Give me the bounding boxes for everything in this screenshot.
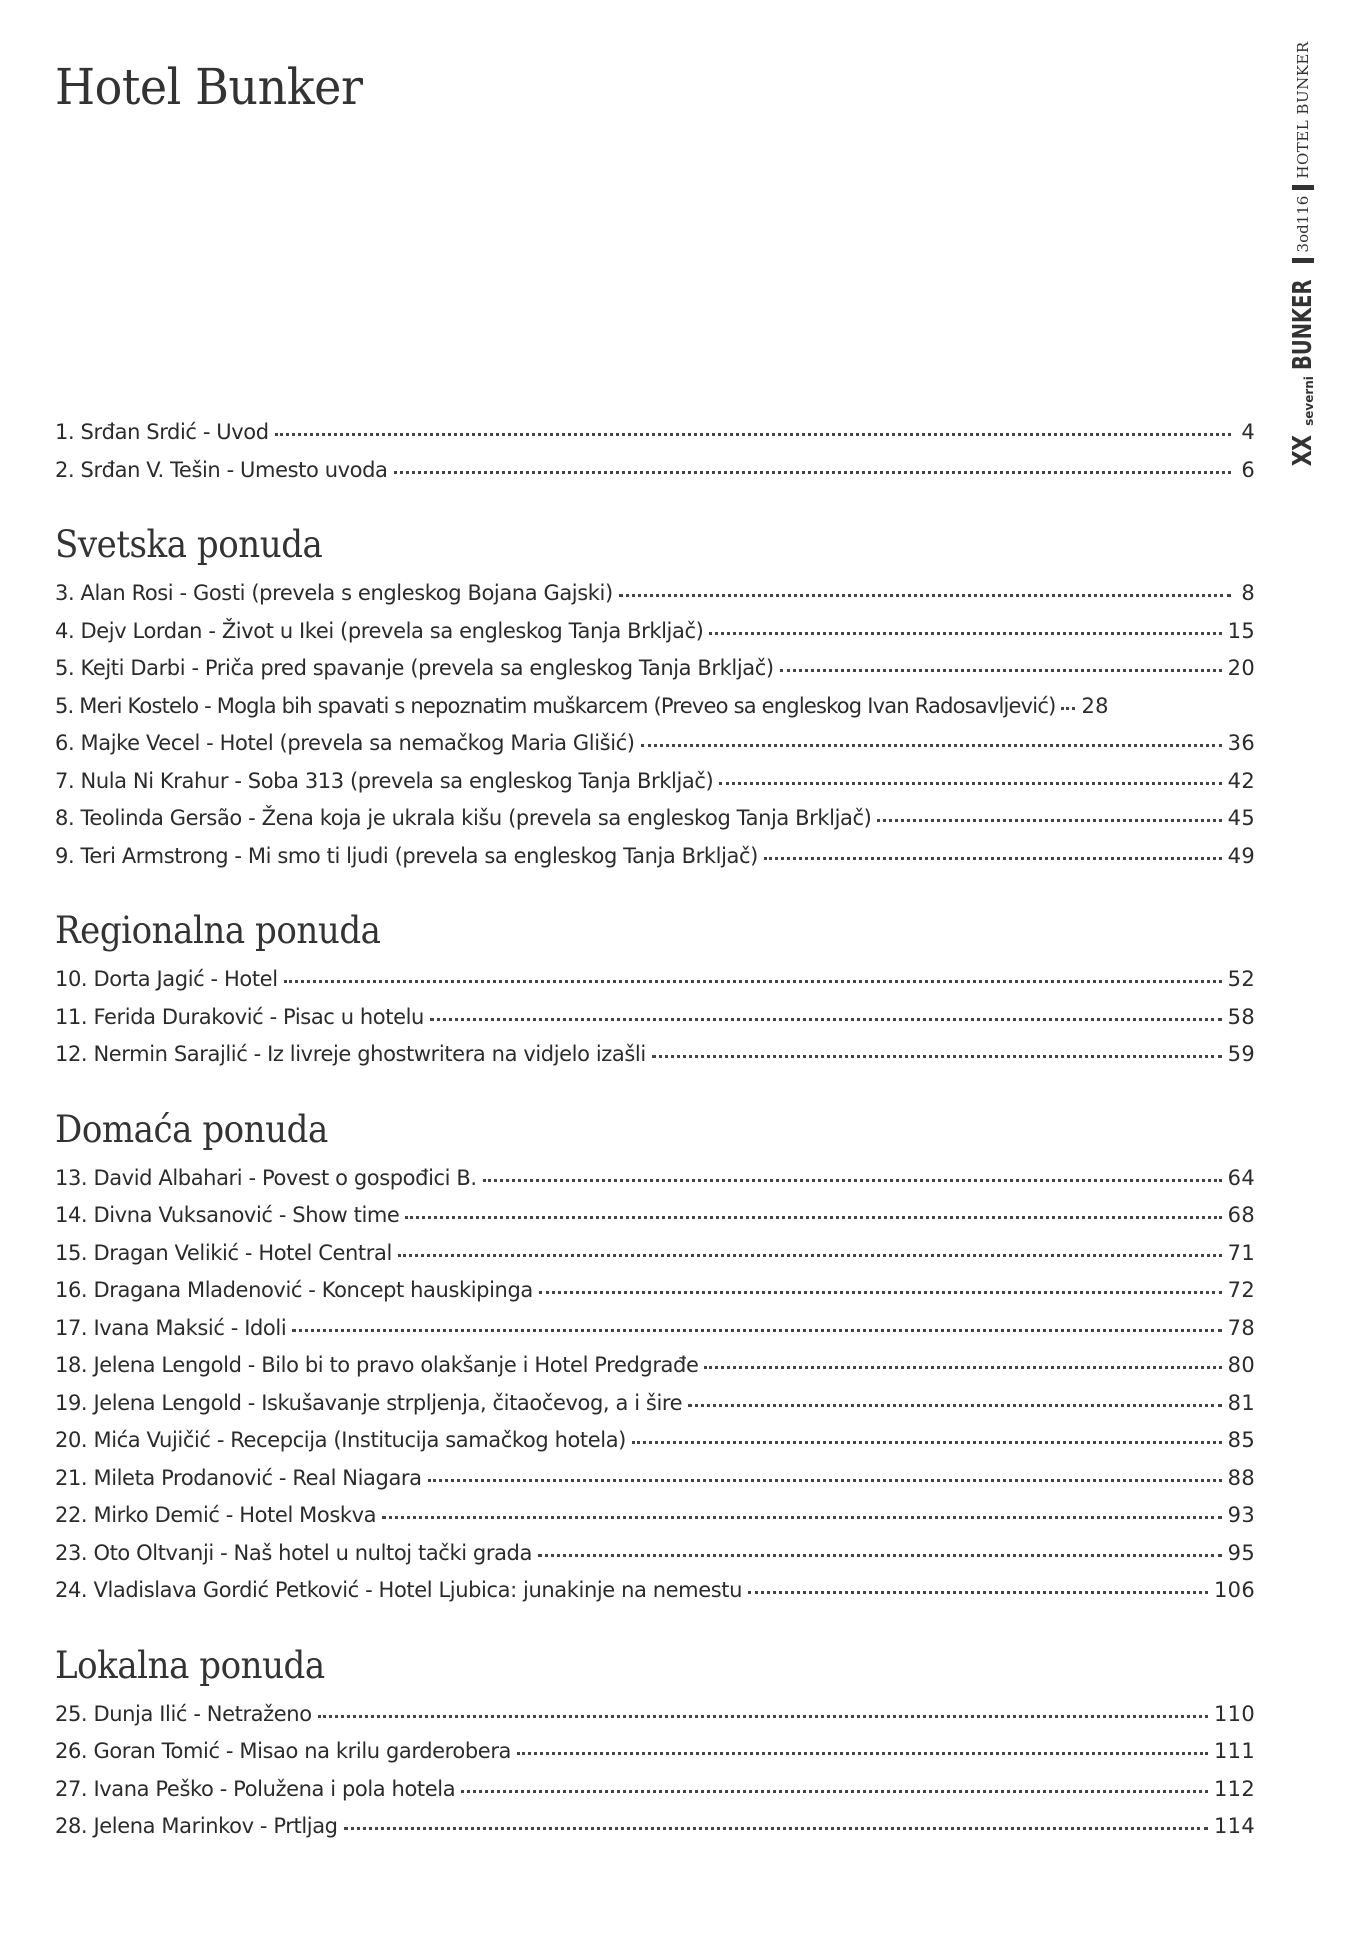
- running-header-vertical: [1288, 41, 1318, 470]
- toc-entry[interactable]: [55, 458, 1255, 496]
- toc-entry-text: 25. Dunja Ilić - Netraženo: [55, 1701, 312, 1726]
- dot-leader: [483, 1178, 1222, 1182]
- dot-leader: [709, 631, 1221, 635]
- toc-page-number: 45: [1227, 806, 1255, 830]
- toc-page-number: 68: [1227, 1203, 1255, 1227]
- toc-entry[interactable]: [55, 1203, 1255, 1241]
- toc-page-number: 80: [1227, 1353, 1255, 1377]
- dot-leader: [398, 1253, 1222, 1257]
- document-title: Hotel Bunker: [55, 58, 363, 116]
- toc-entry[interactable]: [55, 1541, 1255, 1579]
- toc-entry-text: 13. David Albahari - Povest o gospođici B.: [55, 1165, 477, 1190]
- toc-entry[interactable]: [55, 694, 1255, 732]
- journal-mark: XX: [1288, 435, 1318, 467]
- toc-page-number: 110: [1214, 1701, 1255, 1726]
- dot-leader: [688, 1403, 1221, 1407]
- toc-page-number: 114: [1214, 1814, 1255, 1838]
- dot-leader: [632, 1440, 1222, 1444]
- toc-page-number: 88: [1227, 1465, 1255, 1490]
- toc-entry-text: 4. Dejv Lordan - Život u Ikei (prevela sa engleskog Tanja Brkljač): [55, 618, 704, 643]
- dot-leader: [344, 1826, 1208, 1830]
- dot-leader: [539, 1290, 1222, 1294]
- toc-page-number: 6: [1241, 457, 1255, 482]
- toc-entry-text: 16. Dragana Mladenović - Koncept hauskipinga: [55, 1278, 533, 1302]
- divider-bar: [1292, 258, 1314, 263]
- toc-page-number: 64: [1227, 1165, 1255, 1190]
- dot-leader: [748, 1590, 1208, 1594]
- toc-page-number: 71: [1227, 1240, 1255, 1265]
- toc-entry[interactable]: [55, 1777, 1255, 1815]
- toc-entry-text: 14. Divna Vuksanović - Show time: [55, 1203, 400, 1227]
- toc-entry[interactable]: [55, 656, 1255, 694]
- toc-entry-text: 17. Ivana Maksić - Idoli: [55, 1315, 287, 1340]
- toc-page-number: 52: [1227, 967, 1255, 991]
- toc-page-number: 4: [1241, 420, 1255, 444]
- toc-entry-text: 8. Teolinda Gersão - Žena koja je ukrala kišu (prevela sa engleskog Tanja Brkljač): [55, 806, 872, 830]
- toc-page-number: 93: [1227, 1503, 1255, 1527]
- toc-page-number: 111: [1214, 1739, 1255, 1763]
- toc-entry-text: 5. Meri Kostelo - Mogla bih spavati s nepoznatim muškarcem (Preveo sa engleskog Ivan Radosavljević): [55, 693, 1056, 718]
- toc-entry[interactable]: [55, 1578, 1255, 1616]
- toc-entry[interactable]: [55, 1042, 1255, 1080]
- dot-leader: [1061, 706, 1075, 710]
- toc-entry-text: 24. Vladislava Gordić Petković - Hotel Ljubica: junakinje na nemestu: [55, 1578, 743, 1602]
- toc-page-number: 59: [1227, 1042, 1255, 1066]
- toc-entry[interactable]: [55, 731, 1255, 769]
- divider-bar: [1292, 185, 1314, 190]
- toc-page-number: 8: [1241, 581, 1255, 605]
- toc-entry-text: 18. Jelena Lengold - Bilo bi to pravo olakšanje i Hotel Predgrađe: [55, 1353, 699, 1377]
- toc-entry[interactable]: [55, 619, 1255, 657]
- toc-page-number: 58: [1227, 1004, 1255, 1029]
- toc-page-number: 78: [1227, 1315, 1255, 1340]
- toc-entry-text: 3. Alan Rosi - Gosti (prevela s engleskog Bojana Gajski): [55, 581, 613, 605]
- toc-entry[interactable]: [55, 769, 1255, 807]
- dot-leader: [275, 432, 1231, 436]
- toc-entry[interactable]: [55, 1316, 1255, 1354]
- toc-entry-text: 12. Nermin Sarajlić - Iz livreje ghostwritera na vidjelo izašli: [55, 1042, 646, 1066]
- dot-leader: [619, 593, 1231, 597]
- journal-name-bunker: BUNKER: [1288, 279, 1318, 371]
- dot-leader: [461, 1789, 1208, 1793]
- toc-entry-text: 27. Ivana Peško - Polužena i pola hotela: [55, 1776, 456, 1801]
- dot-leader: [764, 856, 1222, 860]
- toc-page-number: 28: [1081, 693, 1109, 718]
- toc-page-number: 85: [1227, 1428, 1255, 1452]
- dot-leader: [517, 1751, 1208, 1755]
- dot-leader: [428, 1478, 1222, 1482]
- toc-entry[interactable]: [55, 806, 1255, 844]
- section-heading-lokalna: Lokalna ponuda: [55, 1643, 325, 1687]
- toc-entry-text: 23. Oto Oltvanji - Naš hotel u nultoj tački grada: [55, 1540, 532, 1565]
- toc-entry[interactable]: [55, 1241, 1255, 1279]
- toc-entry[interactable]: [55, 1278, 1255, 1316]
- toc-entry-text: 6. Majke Vecel - Hotel (prevela sa nemačkog Maria Glišić): [55, 731, 635, 755]
- toc-entry-text: 5. Kejti Darbi - Priča pred spavanje (prevela sa engleskog Tanja Brkljač): [55, 656, 774, 680]
- toc-entry[interactable]: [55, 1428, 1255, 1466]
- dot-leader: [292, 1328, 1221, 1332]
- dot-leader: [538, 1553, 1222, 1557]
- toc-entry-text: 28. Jelena Marinkov - Prtljag: [55, 1814, 338, 1838]
- dot-leader: [382, 1515, 1222, 1519]
- toc-entry[interactable]: [55, 420, 1255, 458]
- section-heading-regionalna: Regionalna ponuda: [55, 909, 381, 952]
- dot-leader: [652, 1054, 1222, 1058]
- toc-entry[interactable]: [55, 1391, 1255, 1429]
- toc-entry-text: 2. Srđan V. Tešin - Umesto uvoda: [55, 457, 388, 482]
- toc-entry-text: 11. Ferida Duraković - Pisac u hotelu: [55, 1004, 424, 1029]
- toc-entry[interactable]: [55, 1466, 1255, 1504]
- toc-entry[interactable]: [55, 1702, 1255, 1740]
- journal-name-severni: severni: [1302, 376, 1316, 426]
- toc-entry-text: 10. Dorta Jagić - Hotel: [55, 967, 278, 991]
- toc-entry-text: 20. Mića Vujičić - Recepcija (Institucija samačkog hotela): [55, 1428, 626, 1452]
- toc-page-number: 95: [1227, 1540, 1255, 1565]
- dot-leader: [641, 743, 1222, 747]
- toc-entry-text: 15. Dragan Velikić - Hotel Central: [55, 1240, 392, 1265]
- toc-entry-text: 22. Mirko Demić - Hotel Moskva: [55, 1503, 377, 1527]
- toc-entry[interactable]: [55, 844, 1255, 882]
- toc-entry[interactable]: [55, 1166, 1255, 1204]
- dot-leader: [430, 1017, 1222, 1021]
- toc-entry-text: 9. Teri Armstrong - Mi smo ti ljudi (prevela sa engleskog Tanja Brkljač): [55, 843, 758, 868]
- toc-entry-text: 21. Mileta Prodanović - Real Niagara: [55, 1465, 422, 1490]
- toc-entry[interactable]: [55, 967, 1255, 1005]
- toc-page-number: 112: [1214, 1776, 1255, 1801]
- dot-leader: [704, 1365, 1221, 1369]
- dot-leader: [877, 818, 1221, 822]
- section-heading-domaca: Domaća ponuda: [55, 1107, 328, 1151]
- toc-page-number: 81: [1227, 1390, 1255, 1415]
- toc-entry[interactable]: [55, 1353, 1255, 1391]
- toc-entry-text: 7. Nula Ni Krahur - Soba 313 (prevela sa engleskog Tanja Brkljač): [55, 768, 714, 793]
- toc-entry-text: 19. Jelena Lengold - Iskušavanje strpljenja, čitaočevog, a i šire: [55, 1390, 683, 1415]
- toc-entry-text: 26. Goran Tomić - Misao na krilu garderobera: [55, 1739, 512, 1763]
- toc-page-number: 49: [1227, 843, 1255, 868]
- table-of-contents: [55, 420, 1255, 1852]
- toc-page-number: 20: [1227, 656, 1255, 680]
- toc-page-number: 106: [1214, 1578, 1255, 1602]
- toc-page-number: 42: [1227, 768, 1255, 793]
- toc-entry[interactable]: [55, 1739, 1255, 1777]
- toc-entry[interactable]: [55, 1814, 1255, 1852]
- toc-page-number: 36: [1227, 731, 1255, 755]
- dot-leader: [284, 979, 1222, 983]
- toc-entry[interactable]: [55, 1005, 1255, 1043]
- issue-name: HOTEL BUNKER: [1294, 41, 1312, 179]
- dot-leader: [405, 1215, 1221, 1219]
- section-heading-svetska: Svetska ponuda: [55, 523, 323, 566]
- dot-leader: [780, 668, 1222, 672]
- dot-leader: [318, 1714, 1208, 1718]
- toc-entry[interactable]: [55, 1503, 1255, 1541]
- toc-page-number: 72: [1227, 1278, 1255, 1302]
- toc-page-number: 15: [1227, 618, 1255, 643]
- toc-entry[interactable]: [55, 581, 1255, 619]
- page-reference: 3od116: [1294, 195, 1312, 253]
- dot-leader: [394, 470, 1232, 474]
- dot-leader: [719, 781, 1221, 785]
- toc-entry-text: 1. Srđan Srdić - Uvod: [55, 420, 269, 444]
